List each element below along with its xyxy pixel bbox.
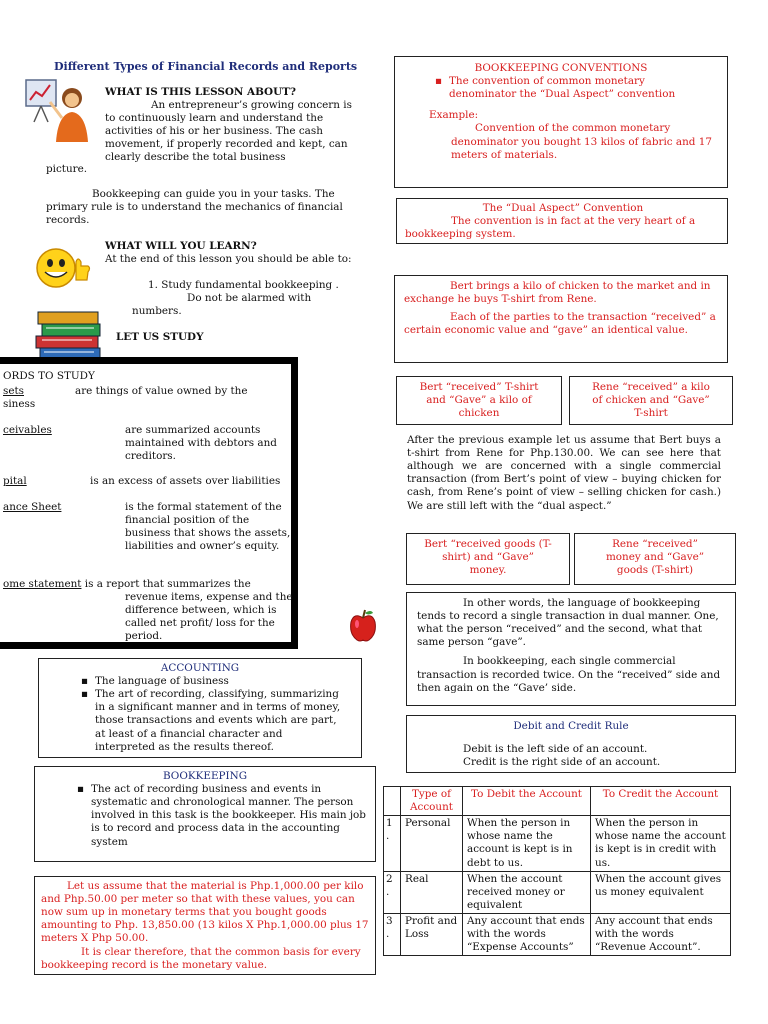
- row-number: 2 .: [384, 871, 401, 913]
- about-heading: WHAT IS THIS LESSON ABOUT?: [105, 86, 296, 98]
- term-assets: [3, 385, 293, 398]
- debit-credit-title: Debit and Credit Rule: [513, 720, 629, 732]
- accounting-box: [38, 658, 362, 758]
- list-item: ▪ The act of recording business and events in systematic and chronological manner. The person involved in this task is the bookkeeper. His main job is to record and process data in the accounting system: [91, 783, 367, 849]
- learn-item-cont2: numbers.: [132, 305, 182, 317]
- conventions-box: [394, 56, 728, 188]
- teacher-presentation-icon: [20, 76, 96, 146]
- bookkeeping-box: [34, 766, 376, 862]
- term-capital: [3, 475, 293, 488]
- term-label: sets: [3, 385, 24, 397]
- table-header-row: [384, 787, 731, 816]
- dual-aspect-text: The convention is in fact at the very heart of a bookkeeping system.: [405, 215, 696, 241]
- learn-item-cont: Do not be alarmed with: [187, 292, 312, 304]
- accounting-title: ACCOUNTING: [160, 662, 240, 674]
- other-words-text: In other words, the language of bookkeeping tends to record a single transaction in dual manner. One, what the person “received” and the second, what that same person “gave”.: [417, 597, 719, 649]
- bert-received-text: Bert “received” T-shirt and “Gave” a kilo of chicken: [419, 381, 539, 420]
- other-words-text-2: In bookkeeping, each single commercial transaction is recorded twice. On the “received” side and then again on the “Gave’ side.: [417, 655, 721, 694]
- assume-text-2: It is clear therefore, that the common basis for every bookkeeping record is the monetary value.: [41, 945, 361, 971]
- term-definition: is a report that summarizes the: [84, 578, 251, 590]
- row-credit: When the account gives us money equivalent: [591, 871, 731, 913]
- bookkeeping-list: [35, 783, 367, 849]
- learn-heading: WHAT WILL YOU LEARN?: [105, 240, 257, 252]
- term-label: ome statement: [3, 578, 82, 590]
- row-credit: When the person in whose name the account is kept is in credit with us.: [591, 816, 731, 871]
- bert-received-box: [396, 376, 562, 425]
- term-definition: are things of value owned by the: [75, 385, 248, 397]
- study-heading: LET US STUDY: [116, 331, 204, 343]
- bert-text-2: Each of the parties to the transaction “received” a certain economic value and “gave” an identical value.: [404, 311, 716, 337]
- rene-received-text: Rene “received” a kilo of chicken and “Gave” T-shirt: [592, 381, 710, 420]
- bert-received-goods-text: Bert “received goods (T-shirt) and “Gave” money.: [424, 538, 552, 577]
- list-item: ▪ The convention of common monetary denominator the “Dual Aspect” convention: [449, 75, 699, 101]
- dual-aspect-title: The “Dual Aspect” Convention: [482, 202, 644, 214]
- term-label: ceivables: [3, 424, 52, 436]
- learn-item: 1. Study fundamental bookkeeping .: [148, 279, 339, 291]
- bookkeeping-guide-text: Bookkeeping can guide you in your tasks. The primary rule is to understand the mechanics of financial records.: [46, 188, 343, 227]
- debit-credit-box: [406, 715, 736, 773]
- term-definition: is an excess of assets over liabilities: [90, 475, 281, 487]
- rene-received-box: [569, 376, 733, 425]
- row-debit: Any account that ends with the words “Expense Accounts”: [463, 913, 591, 955]
- conventions-list: [395, 75, 699, 101]
- bookkeeping-title: BOOKKEEPING: [162, 770, 248, 782]
- row-type: Real: [401, 871, 463, 913]
- term-label: pital: [3, 475, 27, 487]
- header-credit: To Credit the Account: [591, 787, 731, 816]
- page-title: Different Types of Financial Records and Reports: [54, 60, 358, 73]
- term-income-statement: [3, 578, 293, 591]
- row-number: 3 .: [384, 913, 401, 955]
- accounting-list: [39, 675, 345, 754]
- rene-received-money-box: [574, 533, 736, 585]
- term-definition: is the formal statement of the financial position of the business that shows the assets, liabilities and owner’s equity.: [125, 501, 291, 553]
- example-label: Example:: [429, 109, 479, 122]
- smiley-thumbs-up-icon: [32, 244, 92, 290]
- header-type: Type of Account: [401, 787, 463, 816]
- list-item: ▪ The art of recording, classifying, summarizing in a significant manner and in terms of money, those transactions and events which are part, at least of a financial character and interpreted as the results thereof.: [95, 688, 345, 754]
- words-heading: ORDS TO STUDY: [3, 370, 95, 382]
- header-debit: To Debit the Account: [463, 787, 591, 816]
- row-debit: When the account received money or equivalent: [463, 871, 591, 913]
- term-definition: are summarized accounts maintained with debtors and creditors.: [125, 424, 277, 463]
- dual-aspect-box: [396, 198, 728, 244]
- conventions-title: BOOKKEEPING CONVENTIONS: [474, 62, 648, 74]
- after-example-text: After the previous example let us assume that Bert buys a t-shirt from Rene for Php.130.00. We can see here that although we are concerned with a single commercial transaction (from Bert’s point of view – buying chicken for cash, from Rene’s point of view – selling chicken for cash.) We are still left with the “dual aspect.”: [407, 434, 721, 512]
- stack-of-books-icon: [34, 308, 106, 364]
- row-type: Profit and Loss: [401, 913, 463, 955]
- learn-text: At the end of this lesson you should be able to:: [105, 253, 352, 265]
- bert-text: Bert brings a kilo of chicken to the market and in exchange he buys T-shirt from Rene.: [404, 280, 711, 306]
- credit-rule: Credit is the right side of an account.: [463, 756, 661, 769]
- bert-received-goods-box: [406, 533, 570, 585]
- row-credit: Any account that ends with the words “Revenue Account”.: [591, 913, 731, 955]
- about-text: An entrepreneur’s growing concern is to continuously learn and understand the activities of his or her business. The cash movement, if properly recorded and kept, can clearly describe the total business: [105, 99, 352, 164]
- assume-text: Let us assume that the material is Php.1,000.00 per kilo and Php.50.00 per meter so that with these values, you can now sum up in monetary terms that you bought goods amounting to Php. 13,850.00 (13 kilos X Php.1,000.00 plus 17 meters X Php 50.00.: [41, 880, 369, 945]
- table-row: [384, 871, 731, 913]
- words-to-study-box: [0, 357, 298, 649]
- list-item: ▪ The language of business: [95, 675, 345, 688]
- account-rules-table: [383, 786, 731, 956]
- table-row: [384, 816, 731, 871]
- bert-example-box: [394, 275, 728, 363]
- term-label: ance Sheet: [3, 501, 62, 513]
- empty-header-cell: [384, 787, 401, 816]
- example-text: Convention of the common monetary denominator you bought 13 kilos of fabric and 17 meters of materials.: [451, 122, 712, 161]
- table-row: [384, 913, 731, 955]
- other-words-box: [406, 592, 736, 706]
- apple-icon: [348, 608, 378, 644]
- term-assets-cont: siness: [3, 398, 36, 410]
- term-balance-sheet: [3, 501, 293, 553]
- debit-rule: Debit is the left side of an account.: [463, 743, 648, 756]
- term-receivables: [3, 424, 293, 463]
- row-debit: When the person in whose name the account is kept is in debt to us.: [463, 816, 591, 871]
- row-type: Personal: [401, 816, 463, 871]
- about-text-end: picture.: [46, 163, 88, 175]
- assume-box: [34, 876, 376, 975]
- rene-received-money-text: Rene “received” money and “Gave” goods (T-shirt): [605, 538, 705, 577]
- row-number: 1 .: [384, 816, 401, 871]
- term-income-cont: revenue items, expense and the difference between, which is called net profit/ loss for the period.: [125, 591, 293, 643]
